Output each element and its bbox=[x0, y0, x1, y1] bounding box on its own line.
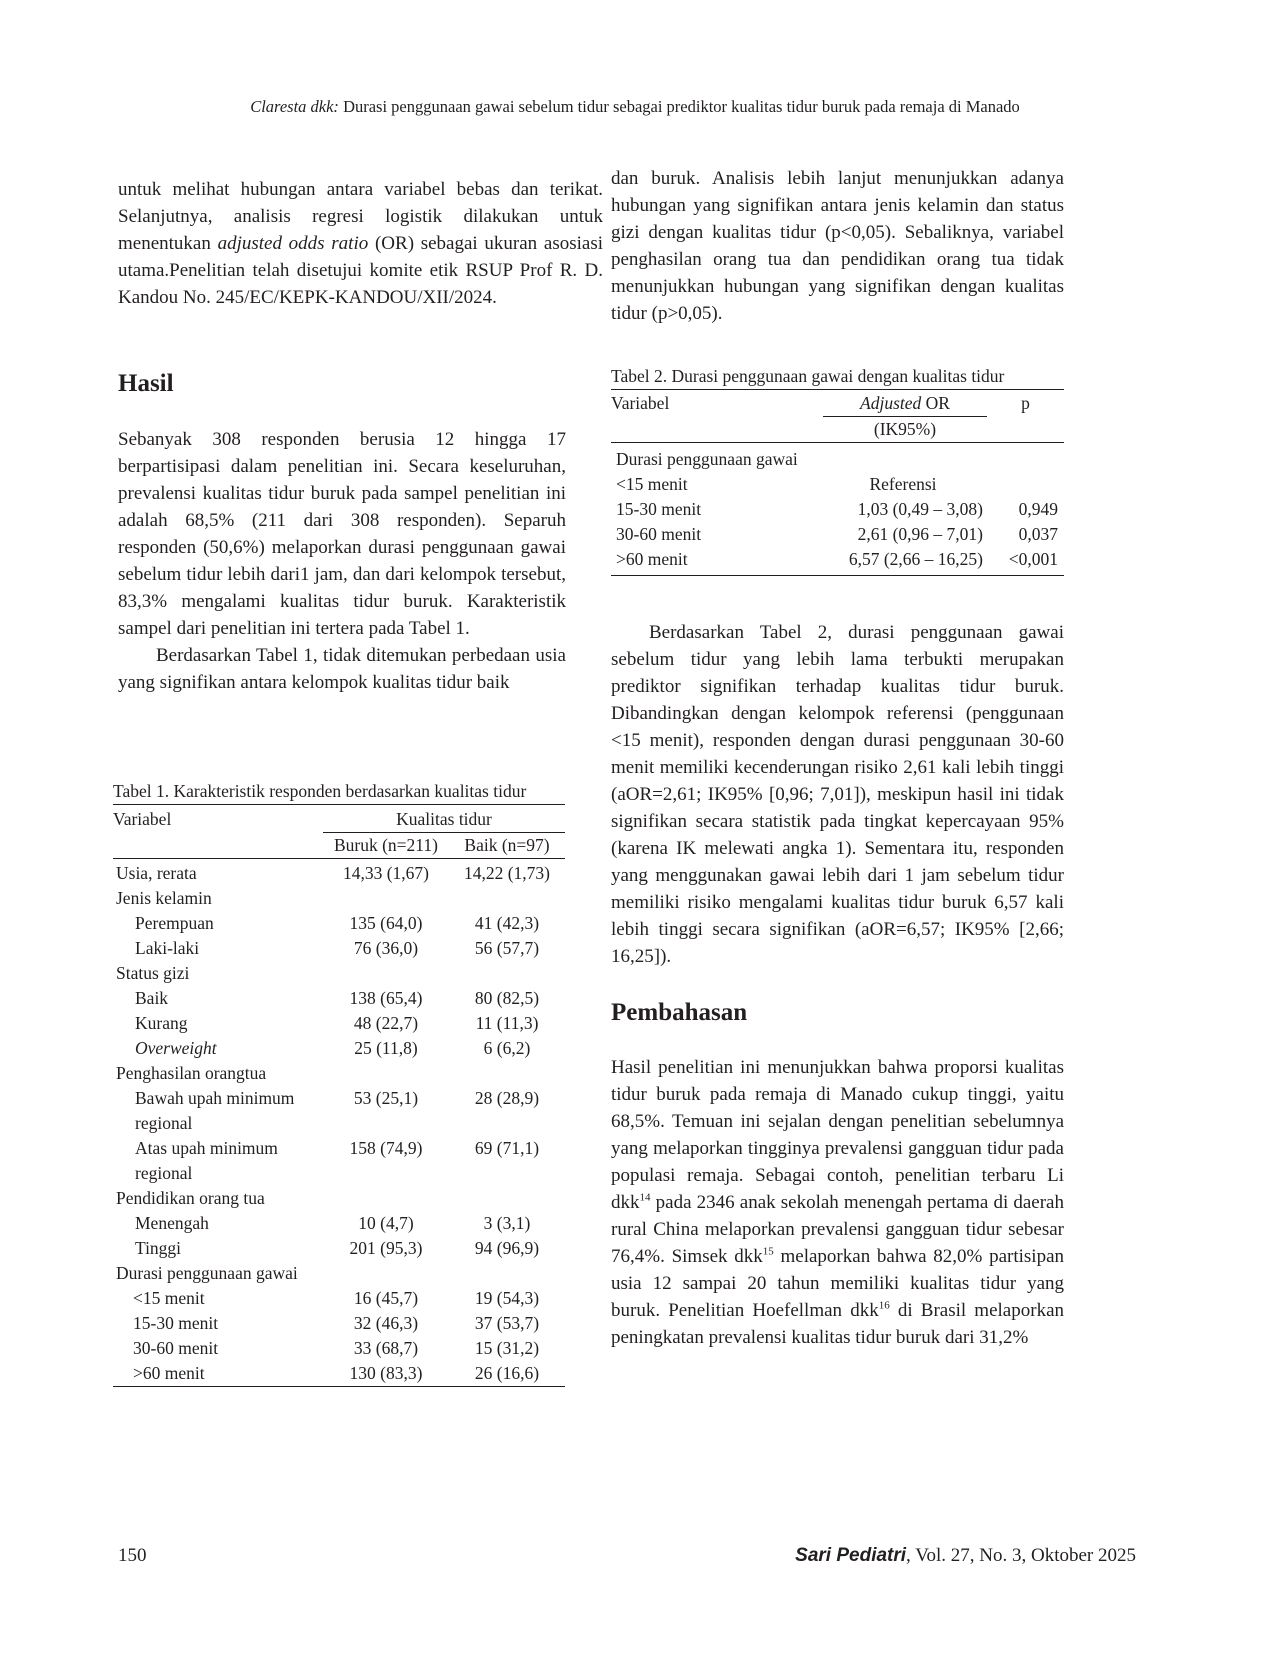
table-row bbox=[611, 472, 1064, 497]
table-row bbox=[113, 859, 565, 887]
table-1-cell-label: <15 menit bbox=[133, 1288, 205, 1308]
table-1-cell-baik bbox=[449, 1061, 565, 1086]
table-2-cell-or: Referensi bbox=[869, 474, 937, 494]
citation-15: 15 bbox=[762, 1245, 774, 1258]
table-1-cell-baik: 94 (96,9) bbox=[474, 1238, 540, 1258]
table-1 bbox=[113, 781, 565, 1387]
table-1-cell-label: Baik bbox=[135, 988, 169, 1008]
table-2-body bbox=[611, 443, 1064, 576]
table-1-cell-buruk: 33 (68,7) bbox=[353, 1338, 419, 1358]
table-1-cell-baik: 26 (16,6) bbox=[474, 1363, 540, 1383]
table-2-header-ci: (IK95%) bbox=[873, 419, 937, 439]
table-2-cell-label: Durasi penggunaan gawai bbox=[616, 449, 798, 469]
table-2-cell-or: 1,03 (0,49 – 3,08) bbox=[857, 499, 983, 519]
table-row bbox=[113, 886, 565, 911]
table-1-cell-label: 15-30 menit bbox=[133, 1313, 219, 1333]
right-column-discussion bbox=[611, 1054, 1064, 1351]
heading-pembahasan: Pembahasan bbox=[611, 999, 748, 1026]
right-column-intro bbox=[611, 165, 1064, 327]
table-1-header-buruk: Buruk (n=211) bbox=[333, 835, 438, 855]
left-column-results bbox=[118, 426, 566, 696]
table-1-cell-label: Penghasilan orangtua bbox=[116, 1063, 267, 1083]
table-1-header-baik: Baik (n=97) bbox=[464, 835, 550, 855]
table-1-cell-buruk: 158 (74,9) bbox=[349, 1138, 423, 1158]
table-2-caption: Tabel 2. Durasi penggunaan gawai dengan kualitas tidur bbox=[611, 366, 1005, 386]
table-2-cell-p: 0,949 bbox=[1018, 499, 1058, 519]
table-2-header-p: p bbox=[1021, 393, 1030, 413]
table-1-header-variabel: Variabel bbox=[113, 809, 172, 829]
running-head bbox=[0, 97, 1270, 117]
page-number: 150 bbox=[118, 1545, 147, 1566]
table-1-cell-label: Overweight bbox=[135, 1038, 217, 1058]
table-2-cell-label: >60 menit bbox=[616, 549, 688, 569]
table-1-cell-label: Pendidikan orang tua bbox=[116, 1188, 265, 1208]
table-1-cell-baik: 11 (11,3) bbox=[475, 1013, 539, 1033]
table-1-cell-buruk: 138 (65,4) bbox=[349, 988, 423, 1008]
table-2-cell-or: 6,57 (2,66 – 16,25) bbox=[848, 549, 983, 569]
table-1-cell-label: 30-60 menit bbox=[133, 1338, 219, 1358]
table-1-cell-label: Bawah upah minimum regional bbox=[135, 1088, 295, 1133]
table-1-cell-label: Laki-laki bbox=[135, 938, 200, 958]
table-row bbox=[113, 1011, 565, 1036]
table-1-cell-buruk: 10 (4,7) bbox=[358, 1213, 414, 1233]
table-row bbox=[611, 443, 1064, 473]
table-1-cell-baik: 37 (53,7) bbox=[474, 1313, 540, 1333]
table-row bbox=[113, 1261, 565, 1286]
table-2-grid bbox=[611, 389, 1064, 576]
table-row bbox=[113, 1136, 565, 1186]
table-1-cell-baik: 41 (42,3) bbox=[474, 913, 540, 933]
table-row bbox=[113, 1361, 565, 1387]
table-row bbox=[113, 1036, 565, 1061]
table-1-cell-buruk: 48 (22,7) bbox=[353, 1013, 419, 1033]
running-head-authors: Claresta dkk: bbox=[250, 97, 339, 116]
table-1-cell-baik bbox=[449, 886, 565, 911]
table-1-cell-baik bbox=[449, 1261, 565, 1286]
table-1-cell-baik: 6 (6,2) bbox=[483, 1038, 531, 1058]
table-2-cell-p bbox=[987, 443, 1064, 473]
table-1-cell-buruk: 135 (64,0) bbox=[349, 913, 423, 933]
table-2-cell-label: <15 menit bbox=[616, 474, 688, 494]
table-1-cell-label: Durasi penggunaan gawai bbox=[116, 1263, 298, 1283]
table-1-cell-baik: 3 (3,1) bbox=[483, 1213, 531, 1233]
citation-16: 16 bbox=[878, 1299, 890, 1312]
table-1-cell-buruk bbox=[323, 1186, 449, 1211]
table-row bbox=[113, 1336, 565, 1361]
table-1-cell-label: Jenis kelamin bbox=[116, 888, 212, 908]
journal-footer bbox=[795, 1545, 1136, 1567]
table-2-cell-p bbox=[987, 472, 1064, 497]
paragraph-discussion-1: Hasil penelitian ini menunjukkan bahwa proporsi kualitas tidur buruk pada remaja di Manado cukup tinggi, yaitu 68,5%. Temuan ini sejalan dengan penelitian sebelumnya yang melaporkan tingginya prevalensi gangguan tidur pada populasi remaja. Sebagai contoh, penelitian terbaru Li dkk$^{14}$ pada 2346 anak sekolah menengah pertama di daerah rural China melaporkan prevalensi gangguan tidur sebesar 76,4%. Simsek dkk$^{15}$ melaporkan bahwa 82,0% partisipan usia 12 sampai 20 tahun memiliki kualitas tidur yang buruk. Penelitian Hoefellman dkk$^{16}$ di Brasil melaporkan peningkatan prevalensi kualitas tidur buruk dari 31,2% bbox=[611, 1057, 1064, 1348]
table-1-cell-buruk bbox=[323, 1061, 449, 1086]
table-1-cell-buruk: 14,33 (1,67) bbox=[342, 863, 430, 883]
running-head-title: Durasi penggunaan gawai sebelum tidur sebagai prediktor kualitas tidur buruk pada remaja di Manado bbox=[343, 97, 1020, 116]
table-1-cell-buruk: 76 (36,0) bbox=[353, 938, 419, 958]
journal-name: Sari Pediatri bbox=[795, 1545, 907, 1566]
table-2-cell-p: 0,037 bbox=[1018, 524, 1058, 544]
paragraph-results-3: dan buruk. Analisis lebih lanjut menunjukkan adanya hubungan yang signifikan antara jenis kelamin dan status gizi dengan kualitas tidur (p<0,05). Sebaliknya, variabel penghasilan orang tua dan pendidikan orang tua tidak menunjukkan hubungan yang signifikan dengan kualitas tidur (p>0,05). bbox=[611, 168, 1064, 324]
heading-hasil: Hasil bbox=[118, 370, 174, 397]
table-row bbox=[113, 936, 565, 961]
table-row bbox=[113, 1311, 565, 1336]
table-1-header-group: Kualitas tidur bbox=[323, 805, 565, 833]
table-2-cell-or bbox=[823, 443, 987, 473]
paragraph-methods-end: untuk melihat hubungan antara variabel bebas dan terikat. Selanjutnya, analisis regresi logistik dilakukan untuk menentukan adjusted odds ratio (OR) sebagai ukuran asosiasi utama.Penelitian telah disetujui komite etik RSUP Prof R. D. Kandou No. 245/EC/KEPK-KANDOU/XII/2024. bbox=[118, 179, 604, 308]
table-1-cell-baik: 28 (28,9) bbox=[474, 1088, 540, 1108]
table-row bbox=[611, 522, 1064, 547]
table-1-body bbox=[113, 859, 565, 1387]
table-row bbox=[113, 1061, 565, 1086]
table-1-cell-baik bbox=[449, 1186, 565, 1211]
table-1-cell-baik: 69 (71,1) bbox=[474, 1138, 540, 1158]
table-2 bbox=[611, 366, 1064, 576]
table-1-cell-buruk: 201 (95,3) bbox=[349, 1238, 423, 1258]
table-row bbox=[611, 497, 1064, 522]
citation-14: 14 bbox=[639, 1191, 651, 1204]
table-1-cell-label: Kurang bbox=[135, 1013, 188, 1033]
table-1-grid bbox=[113, 804, 565, 1387]
table-1-cell-baik: 80 (82,5) bbox=[474, 988, 540, 1008]
table-row bbox=[113, 1286, 565, 1311]
table-1-cell-label: Menengah bbox=[135, 1213, 209, 1233]
paragraph-results-1: Sebanyak 308 responden berusia 12 hingga 17 berpartisipasi dalam penelitian ini. Secara keseluruhan, prevalensi kualitas tidur buruk pada sampel penelitian ini adalah 68,5% (211 dari 308 responden). Separuh responden (50,6%) melaporkan durasi penggunaan gawai sebelum tidur lebih dari1 jam, dan dari kelompok tersebut, 83,3% mengalami kualitas tidur buruk. Karakteristik sampel dari penelitian ini tertera pada Tabel 1. bbox=[118, 429, 566, 639]
table-1-cell-label: >60 menit bbox=[133, 1363, 205, 1383]
table-1-cell-baik: 14,22 (1,73) bbox=[463, 863, 551, 883]
table-1-cell-buruk bbox=[323, 1261, 449, 1286]
adjusted-odds-ratio-term: adjusted odds ratio bbox=[217, 233, 369, 254]
table-row bbox=[113, 1211, 565, 1236]
table-1-cell-label: Atas upah minimum regional bbox=[135, 1138, 278, 1183]
table-1-cell-label: Usia, rerata bbox=[116, 863, 197, 883]
table-1-cell-baik: 56 (57,7) bbox=[474, 938, 540, 958]
table-1-cell-buruk: 25 (11,8) bbox=[354, 1038, 418, 1058]
table-1-cell-buruk: 130 (83,3) bbox=[349, 1363, 423, 1383]
table-row bbox=[113, 1236, 565, 1261]
journal-issue: , Vol. 27, No. 3, Oktober 2025 bbox=[906, 1545, 1136, 1566]
table-1-cell-label: Perempuan bbox=[135, 913, 214, 933]
table-1-cell-label: Tinggi bbox=[135, 1238, 182, 1258]
table-row bbox=[113, 911, 565, 936]
table-1-cell-buruk bbox=[323, 886, 449, 911]
table-row bbox=[611, 547, 1064, 576]
paragraph-table-2-discussion: Berdasarkan Tabel 2, durasi penggunaan gawai sebelum tidur yang lebih lama terbukti merupakan prediktor signifikan terhadap kualitas tidur buruk. Dibandingkan dengan kelompok referensi (penggunaan <15 menit), responden dengan durasi penggunaan 30-60 menit memiliki kecenderungan risiko 2,61 kali lebih tinggi (aOR=2,61; IK95% [0,96; 7,01]), meskipun hasil ini tidak signifikan secara statistik pada tingkat kepercayaan 95% (karena IK melewati angka 1). Sementara itu, responden yang menggunakan gawai lebih dari 1 jam sebelum tidur memiliki risiko mengalami kualitas tidur buruk 6,57 kali lebih tinggi secara signifikan (aOR=6,57; IK95% [2,66; 16,25]). bbox=[611, 622, 1064, 967]
table-2-cell-label: 15-30 menit bbox=[616, 499, 702, 519]
right-column-results bbox=[611, 619, 1064, 970]
table-2-header-or: Adjusted OR bbox=[823, 390, 987, 418]
table-row bbox=[113, 961, 565, 986]
table-row bbox=[113, 1186, 565, 1211]
table-2-cell-or: 2,61 (0,96 – 7,01) bbox=[857, 524, 983, 544]
table-1-cell-buruk: 32 (46,3) bbox=[353, 1313, 419, 1333]
table-row bbox=[113, 1086, 565, 1136]
table-2-cell-p: <0,001 bbox=[1008, 549, 1058, 569]
table-1-cell-buruk bbox=[323, 961, 449, 986]
table-1-cell-label: Status gizi bbox=[116, 963, 190, 983]
table-1-caption: Tabel 1. Karakteristik responden berdasarkan kualitas tidur bbox=[113, 781, 527, 801]
table-1-cell-buruk: 53 (25,1) bbox=[353, 1088, 419, 1108]
paragraph-results-2: Berdasarkan Tabel 1, tidak ditemukan perbedaan usia yang signifikan antara kelompok kualitas tidur baik bbox=[118, 645, 566, 693]
table-1-cell-baik bbox=[449, 961, 565, 986]
table-1-cell-baik: 19 (54,3) bbox=[474, 1288, 540, 1308]
table-1-cell-baik: 15 (31,2) bbox=[474, 1338, 540, 1358]
table-1-cell-buruk: 16 (45,7) bbox=[353, 1288, 419, 1308]
table-2-header-variabel: Variabel bbox=[611, 393, 670, 413]
table-row bbox=[113, 986, 565, 1011]
left-column-intro bbox=[118, 176, 603, 311]
table-2-cell-label: 30-60 menit bbox=[616, 524, 702, 544]
